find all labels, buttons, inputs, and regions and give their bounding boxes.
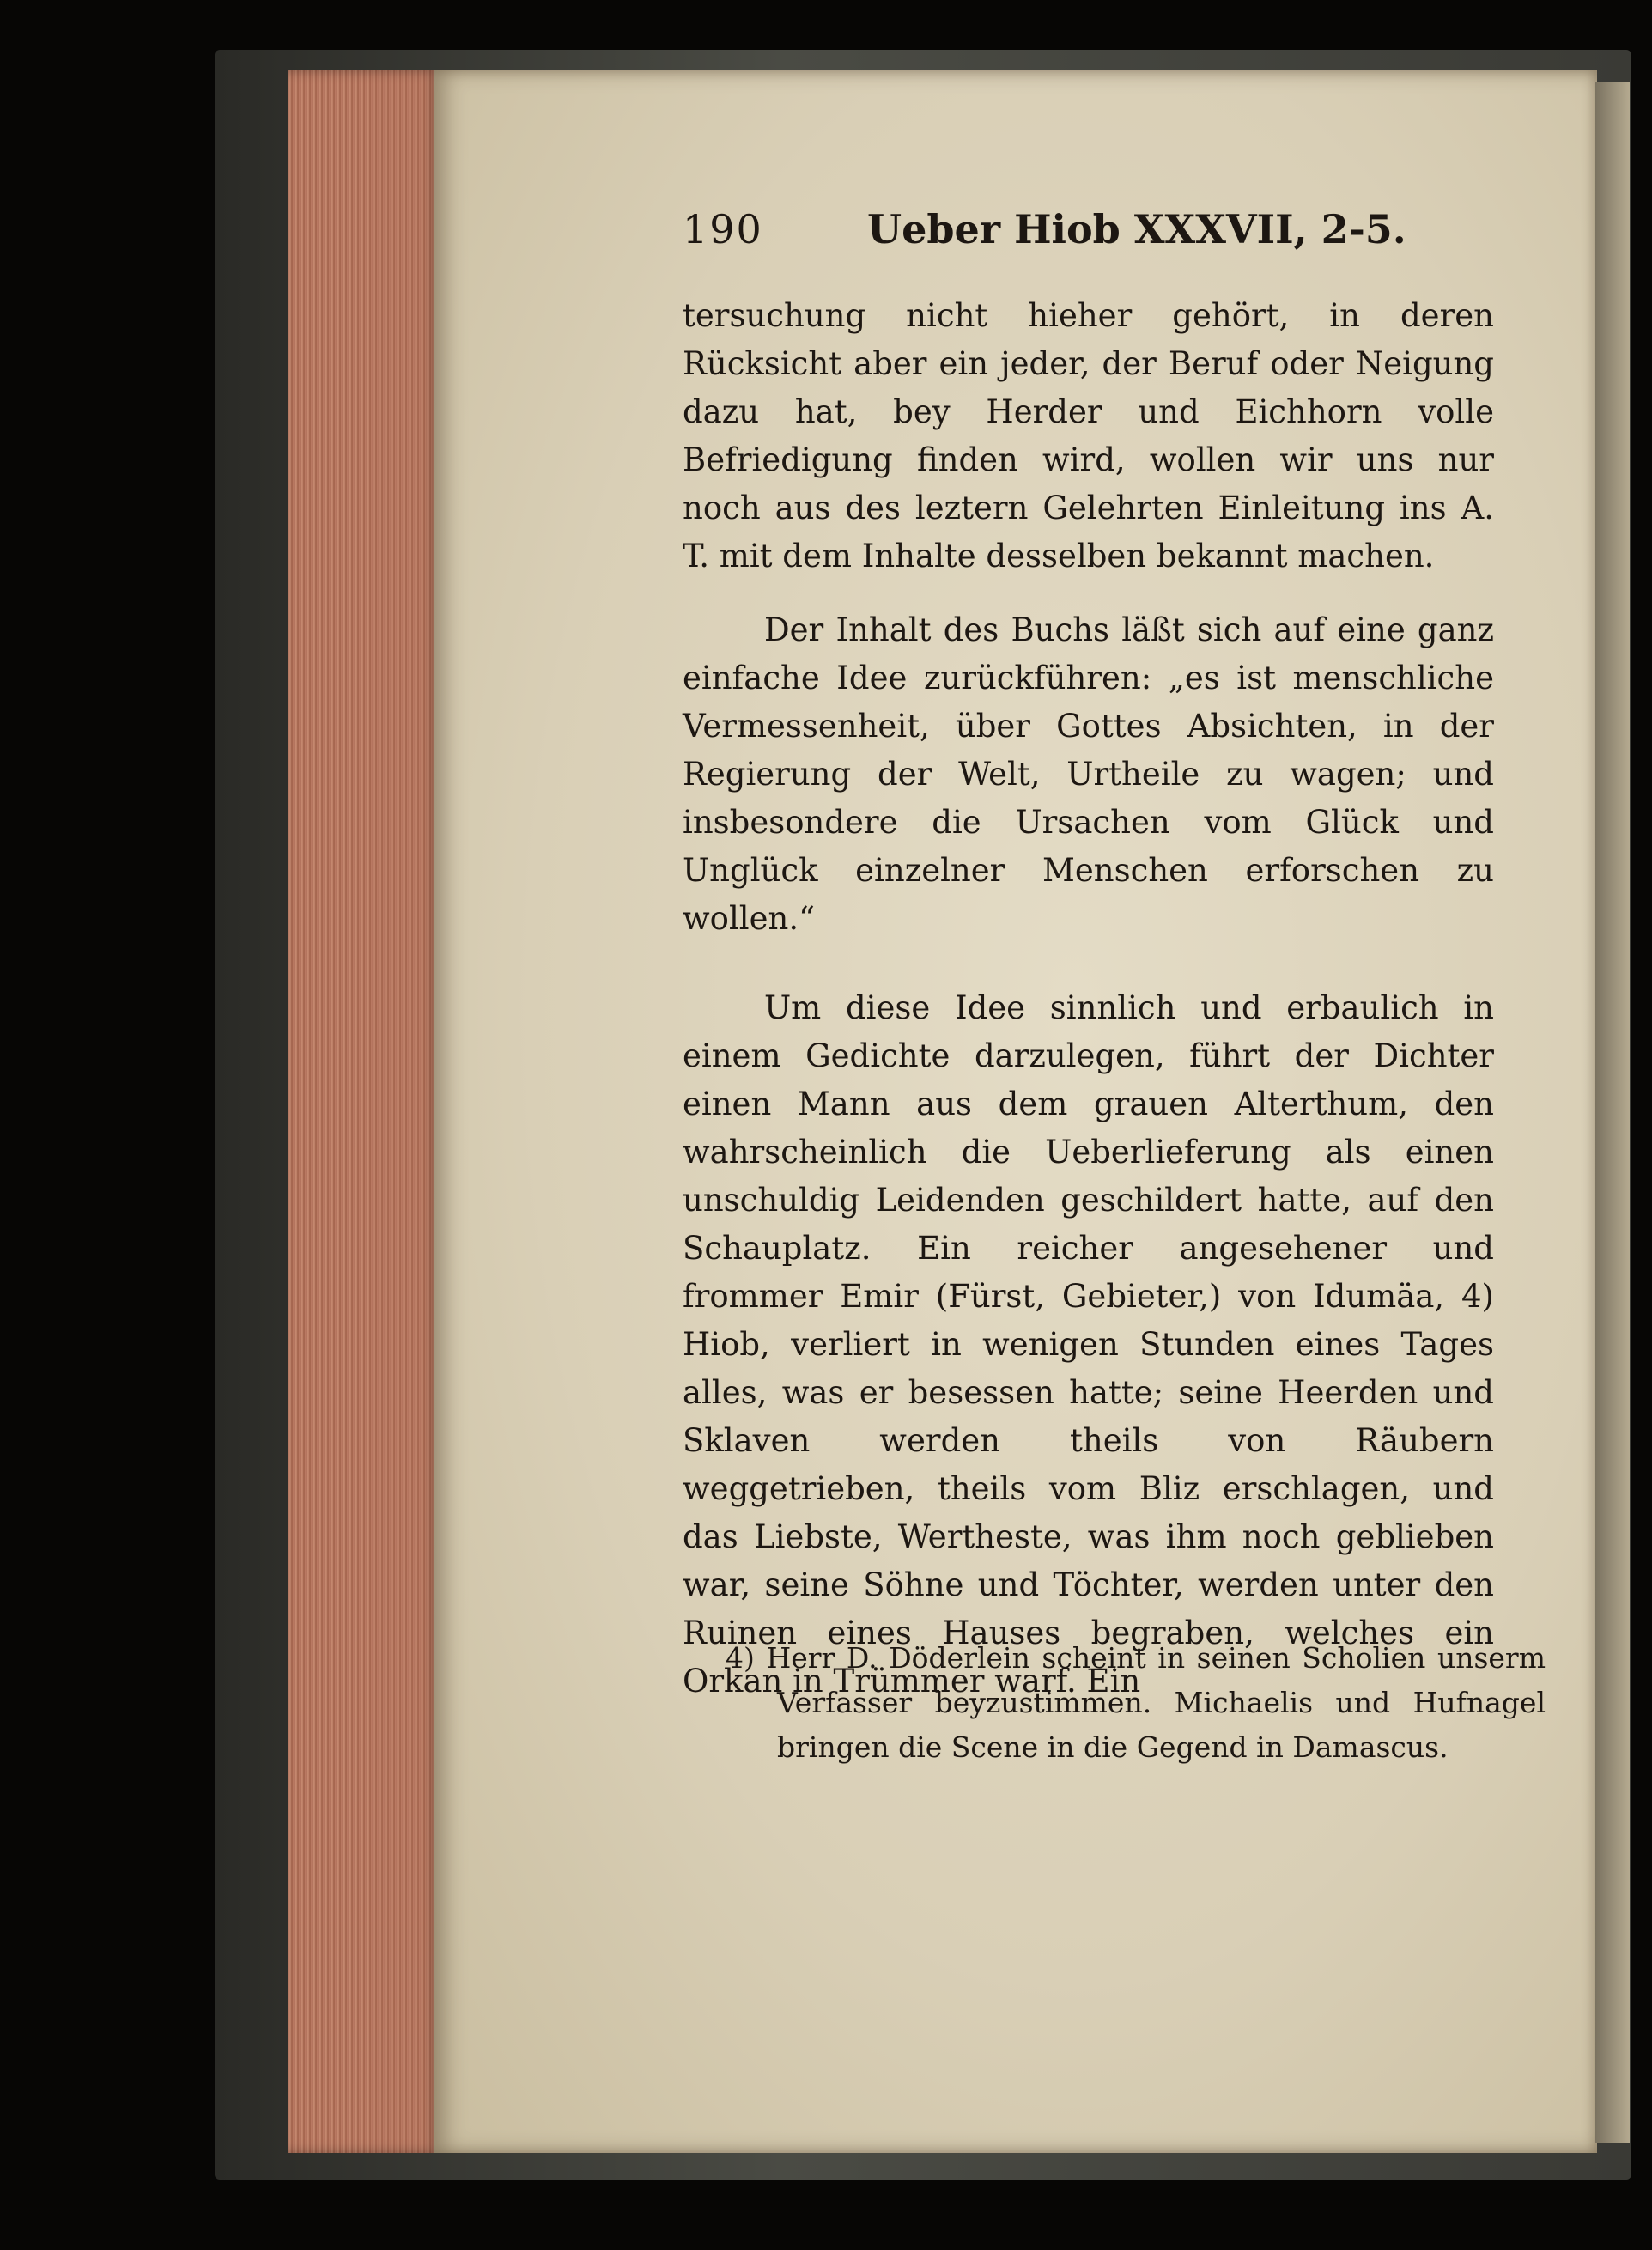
running-title: Ueber Hiob XXXVII, 2-5. [867, 206, 1406, 252]
facing-page-edge [1595, 82, 1630, 2143]
footnote: 4) Herr D. Döderlein scheint in seinen Scholien unserm Verfasser beyzustimmen. Michaelis und Hufnagel bringen die Scene in die Gegend in Damascus. [726, 1641, 1546, 1764]
paragraph-3: Um diese Idee sinnlich und erbaulich in einem Gedichte darzulegen, führt der Dichter einen Mann aus dem grauen Alterthum, den wahrscheinlich die Ueberlieferung als einen unschuldig Leidenden geschildert hatte, auf den Schauplatz. Ein reicher angesehener und frommer Emir (Fürst, Gebieter,) von Idumäa, 4) Hiob, verliert in wenigen Stunden eines Tages alles, was er besessen hatte; seine Heerden und Sklaven werden theils von Räubern weggetrieben, theils vom Bliz erschlagen, und das Liebste, Wertheste, was ihm noch geblieben war, seine Söhne und Töchter, werden unter den Ruinen eines Hauses begraben, welches ein Orkan in Trümmer warf. Ein [683, 989, 1494, 1700]
main-text [683, 206, 1494, 1706]
page-number: 190 [683, 206, 763, 252]
running-head [683, 206, 1494, 266]
paragraph-2: Der Inhalt des Buchs läßt sich auf eine ganz einfache Idee zurückführen: „es ist menschliche Vermessenheit, über Gottes Absichten, in der Regierung der Welt, Urtheile zu wagen; und insbesondere die Ursachen vom Glück und Unglück einzelner Menschen erforschen zu wollen.“ [683, 611, 1494, 937]
paragraph-1: tersuchung nicht hieher gehört, in deren Rücksicht aber ein jeder, der Beruf oder Neigung dazu hat, bey Herder und Eichhorn volle Befriedigung finden wird, wollen wir uns nur noch aus des leztern Gelehrten Einleitung ins A. T. mit dem Inhalte desselben bekannt machen. [683, 297, 1494, 575]
page-edges [288, 70, 440, 2153]
